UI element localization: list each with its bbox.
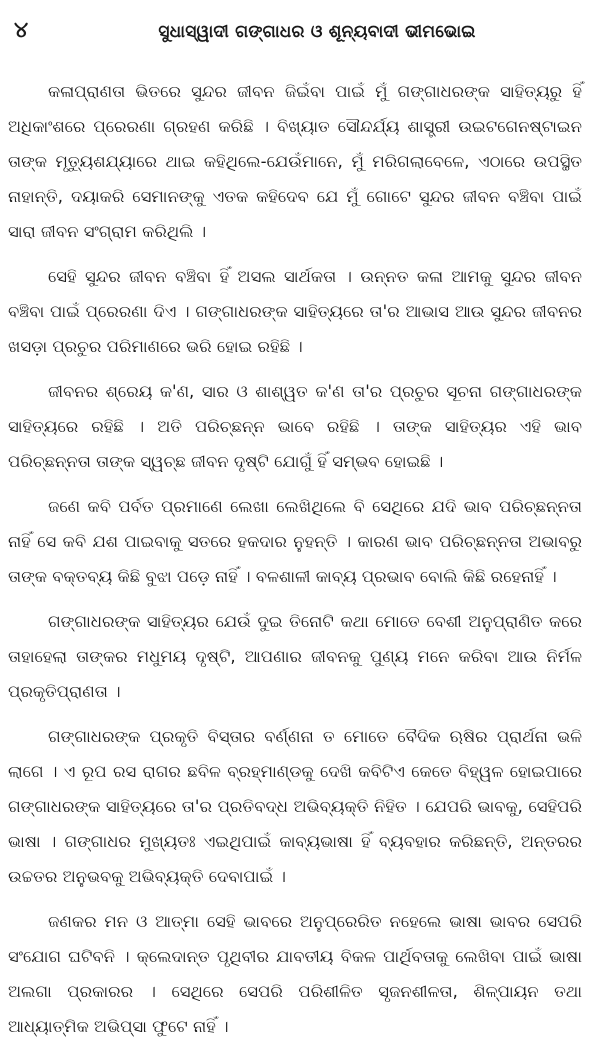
page-number: ୪: [14, 18, 29, 43]
paragraph: କଳାପ୍ରାଣତା ଭିତରେ ସୁନ୍ଦର ଜୀବନ ଜିଇଁବା ପାଇଁ ମୁଁ ଗଙ୍ଗାଧରଙ୍କ ସାହିତ୍ୟରୁ ହିଁ ଅଧିକାଂଶରେ ପ୍ରେରଣା ଗ୍ରହଣ କରିଛି । ବିଖ୍ୟାତ ସୌନ୍ଦର୍ଯ୍ୟ ଶାସ୍ତ୍ରୀ ଉଇଟଗେନଷ୍ଟାଇନ ତାଙ୍କ ମୃତ୍ୟୁଶଯ୍ୟାରେ ଥାଇ କହିଥିଲେ-ଯେଉଁମାନେ, ମୁଁ ମରିଗଲାବେଳେ, ଏଠାରେ ଉପସ୍ଥିତ ନାହାନ୍ତି, ଦୟାକରି ସେମାନଙ୍କୁ ଏତକ କହିଦେବ ଯେ ମୁଁ ଗୋଟେ ସୁନ୍ଦର ଜୀବନ ବଞ୍ଚିବା ପାଇଁ ସାରା ଜୀବନ ସଂଗ୍ରାମ କରିଥିଲି ।: [8, 82, 582, 241]
paragraph: ଜଣକର ମନ ଓ ଆତ୍ମା ସେହି ଭାବରେ ଅନୁପ୍ରେରିତ ନହେଲେ ଭାଷା ଭାବର ସେପରି ସଂଯୋଗ ଘଟିବନି । କ୍ଲେଦାନ୍ତ ପୃଥିବୀର ଯାବତୀୟ ବିକଳ ପାର୍ଥିବତାକୁ ଲେଖିବା ପାଇଁ ଭାଷା ଅଲଗା ପ୍ରକାରର । ସେଥିରେ ସେପରି ପରିଶୀଳିତ ସୃଜନଶୀଳତା, ଶିଳ୍ପାୟନ ତଥା ଆଧ୍ୟାତ୍ମିକ ଅଭିପ୍ସା ଫୁଟେ ନାହିଁ ।: [8, 912, 582, 1036]
paragraph: ଗଙ୍ଗାଧରଙ୍କ ପ୍ରକୃତି ବିସ୍ତାର ବର୍ଣ୍ଣନା ତ ମୋତେ ବୈଦିକ ଋଷିର ପ୍ରାର୍ଥନା ଭଳି ଲାଗେ । ଏ ରୂପ ରସ ରାଗର ଛବିଳ ବ୍ରହ୍ମାଣ୍ଡକୁ ଦେଖି କବିଟିଏ କେତେ ବିହ୍ୱଳ ହୋଇପାରେ ଗଙ୍ଗାଧରଙ୍କ ସାହିତ୍ୟରେ ତା'ର ପ୍ରତିବଦ୍ଧ ଅଭିବ୍ୟକ୍ତି ନିହିତ । ଯେପରି ଭାବକୁ, ସେହିପରି ଭାଷା । ଗଙ୍ଗାଧର ମୁଖ୍ୟତଃ ଏଇଥିପାଇଁ କାବ୍ୟଭାଷା ହିଁ ବ୍ୟବହାର କରିଛନ୍ତି, ଅନ୍ତରର ଉଚ୍ଚତର ଅନୁଭବକୁ ଅଭିବ୍ୟକ୍ତି ଦେବାପାଇଁ ।: [8, 727, 582, 886]
paragraph: ସେହି ସୁନ୍ଦର ଜୀବନ ବଞ୍ଚିବା ହିଁ ଅସଲ ସାର୍ଥକତା । ଉନ୍ନତ କଳା ଆମକୁ ସୁନ୍ଦର ଜୀବନ ବଞ୍ଚିବା ପାଇଁ ପ୍ରେରଣା ଦିଏ । ଗଙ୍ଗାଧରଙ୍କ ସାହିତ୍ୟରେ ତା'ର ଆଭାସ ଆଉ ସୁନ୍ଦର ଜୀବନର ଖସଡ଼ା ପ୍ରଚୁର ପରିମାଣରେ ଭରି ହୋଇ ରହିଛି ।: [8, 267, 582, 356]
body-text: [8, 74, 586, 1044]
page-header: [8, 18, 586, 54]
paragraph: ଜୀବନର ଶ୍ରେୟ କ'ଣ, ସାର ଓ ଶାଶ୍ୱତ କ'ଣ ତା'ର ପ୍ରଚୁର ସୂଚନା ଗଙ୍ଗାଧରଙ୍କ ସାହିତ୍ୟରେ ରହିଛି । ଅତି ପରିଚ୍ଛନ୍ନ ଭାବେ ରହିଛି । ତାଙ୍କ ସାହିତ୍ୟର ଏହି ଭାବ ପରିଚ୍ଛନ୍ନତା ତାଙ୍କ ସ୍ୱଚ୍ଛ ଜୀବନ ଦୃଷ୍ଟି ଯୋଗୁଁ ହିଁ ସମ୍ଭବ ହୋଇଛି ।: [8, 382, 582, 471]
paragraph: ଜଣେ କବି ପର୍ବତ ପ୍ରମାଣେ ଲେଖା ଲେଖିଥିଲେ ବି ସେଥିରେ ଯଦି ଭାବ ପରିଚ୍ଛନ୍ନତା ନାହିଁ ସେ କବି ଯଶ ପାଇବାକୁ ସତରେ ହକଦାର ନୁହନ୍ତି । କାରଣ ଭାବ ପରିଚ୍ଛନ୍ନତା ଅଭାବରୁ ତାଙ୍କ ବକ୍ତବ୍ୟ କିଛି ବୁଝା ପଡ଼େ ନାହିଁ । ବଳଶାଳୀ କାବ୍ୟ ପ୍ରଭାବ ବୋଲି କିଛି ରହେନାହିଁ ।: [8, 497, 582, 586]
paragraph: ଗଙ୍ଗାଧରଙ୍କ ସାହିତ୍ୟର ଯେଉଁ ଦୁଇ ତିନୋଟି କଥା ମୋତେ ବେଶୀ ଅନୁପ୍ରାଣିତ କରେ ତାହାହେଲା ତାଙ୍କର ମଧୁମୟ ଦୃଷ୍ଟି, ଆପଣାର ଜୀବନକୁ ପୁଣ୍ୟ ମନେ କରିବା ଆଉ ନିର୍ମଳ ପ୍ରକୃତିପ୍ରାଣତା ।: [8, 612, 582, 701]
running-title: ସୁଧାସ୍ୱାଦୀ ଗଙ୍ଗାଧର ଓ ଶୂନ୍ୟବାଦୀ ଭୀମଭୋଇ: [158, 22, 476, 42]
